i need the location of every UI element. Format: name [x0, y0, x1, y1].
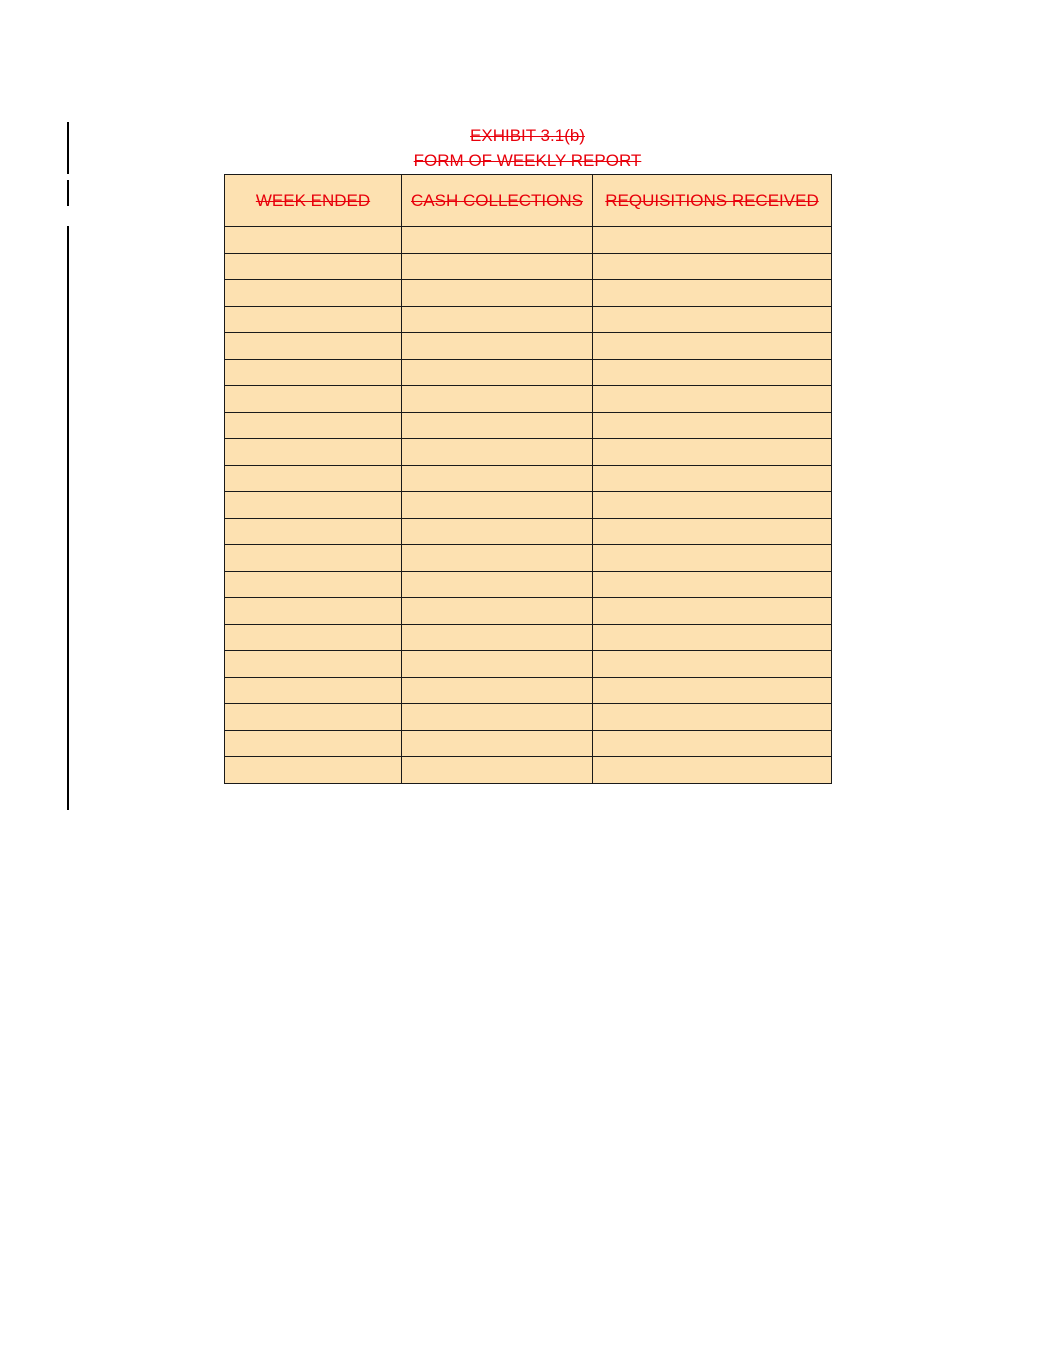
cash-collections-cell: [402, 651, 593, 678]
cash-collections-cell: [402, 465, 593, 492]
exhibit-subtitle: FORM OF WEEKLY REPORT: [413, 151, 642, 170]
cash-collections-cell: [402, 333, 593, 360]
header-row: [225, 175, 832, 227]
table-row: [225, 386, 832, 413]
week-ended-cell: [225, 333, 402, 360]
cash-collections-cell: [402, 386, 593, 413]
week-ended-cell: [225, 227, 402, 254]
cash-collections-cell: [402, 306, 593, 333]
requisitions-received-cell: [593, 386, 832, 413]
requisitions-received-cell: [593, 677, 832, 704]
cash-collections-cell: [402, 439, 593, 466]
requisitions-received-cell: [593, 757, 832, 784]
cash-collections-cell: [402, 545, 593, 572]
week-ended-cell: [225, 598, 402, 625]
requisitions-received-cell: [593, 545, 832, 572]
week-ended-cell: [225, 704, 402, 731]
table-row: [225, 518, 832, 545]
weekly-report-table: [224, 174, 832, 784]
week-ended-cell: [225, 730, 402, 757]
column-header-cash-collections: CASH COLLECTIONS: [402, 175, 593, 227]
revision-bar: [67, 180, 69, 206]
week-ended-cell: [225, 651, 402, 678]
week-ended-cell: [225, 439, 402, 466]
cash-collections-cell: [402, 757, 593, 784]
table-row: [225, 545, 832, 572]
table-row: [225, 651, 832, 678]
column-header-week-ended: WEEK ENDED: [225, 175, 402, 227]
table-row: [225, 465, 832, 492]
requisitions-received-cell: [593, 651, 832, 678]
table-row: [225, 253, 832, 280]
week-ended-cell: [225, 677, 402, 704]
week-ended-cell: [225, 624, 402, 651]
table-row: [225, 677, 832, 704]
cash-collections-cell: [402, 227, 593, 254]
column-header-requisitions-received: REQUISITIONS RECEIVED: [593, 175, 832, 227]
requisitions-received-cell: [593, 306, 832, 333]
requisitions-received-cell: [593, 280, 832, 307]
exhibit-title: EXHIBIT 3.1(b): [470, 126, 585, 145]
cash-collections-cell: [402, 253, 593, 280]
requisitions-received-cell: [593, 704, 832, 731]
table-row: [225, 359, 832, 386]
week-ended-cell: [225, 465, 402, 492]
table-row: [225, 730, 832, 757]
week-ended-cell: [225, 545, 402, 572]
week-ended-cell: [225, 757, 402, 784]
table-row: [225, 227, 832, 254]
requisitions-received-cell: [593, 624, 832, 651]
table-row: [225, 306, 832, 333]
week-ended-cell: [225, 412, 402, 439]
requisitions-received-cell: [593, 730, 832, 757]
table-row: [225, 624, 832, 651]
requisitions-received-cell: [593, 333, 832, 360]
table-row: [225, 571, 832, 598]
table-row: [225, 280, 832, 307]
revision-bar: [67, 226, 69, 810]
requisitions-received-cell: [593, 253, 832, 280]
week-ended-cell: [225, 359, 402, 386]
cash-collections-cell: [402, 598, 593, 625]
cash-collections-cell: [402, 492, 593, 519]
cash-collections-cell: [402, 704, 593, 731]
cash-collections-cell: [402, 359, 593, 386]
table-row: [225, 439, 832, 466]
cash-collections-cell: [402, 624, 593, 651]
table-row: [225, 412, 832, 439]
table-row: [225, 598, 832, 625]
table-row: [225, 757, 832, 784]
week-ended-cell: [225, 571, 402, 598]
week-ended-cell: [225, 253, 402, 280]
week-ended-cell: [225, 280, 402, 307]
requisitions-received-cell: [593, 412, 832, 439]
week-ended-cell: [225, 518, 402, 545]
cash-collections-cell: [402, 571, 593, 598]
table-body: [225, 227, 832, 784]
cash-collections-cell: [402, 280, 593, 307]
cash-collections-cell: [402, 677, 593, 704]
revision-bar: [67, 122, 69, 174]
table-row: [225, 492, 832, 519]
requisitions-received-cell: [593, 571, 832, 598]
requisitions-received-cell: [593, 518, 832, 545]
requisitions-received-cell: [593, 227, 832, 254]
table-row: [225, 333, 832, 360]
requisitions-received-cell: [593, 492, 832, 519]
cash-collections-cell: [402, 518, 593, 545]
cash-collections-cell: [402, 412, 593, 439]
week-ended-cell: [225, 306, 402, 333]
requisitions-received-cell: [593, 465, 832, 492]
cash-collections-cell: [402, 730, 593, 757]
requisitions-received-cell: [593, 439, 832, 466]
requisitions-received-cell: [593, 598, 832, 625]
week-ended-cell: [225, 386, 402, 413]
requisitions-received-cell: [593, 359, 832, 386]
table-row: [225, 704, 832, 731]
week-ended-cell: [225, 492, 402, 519]
